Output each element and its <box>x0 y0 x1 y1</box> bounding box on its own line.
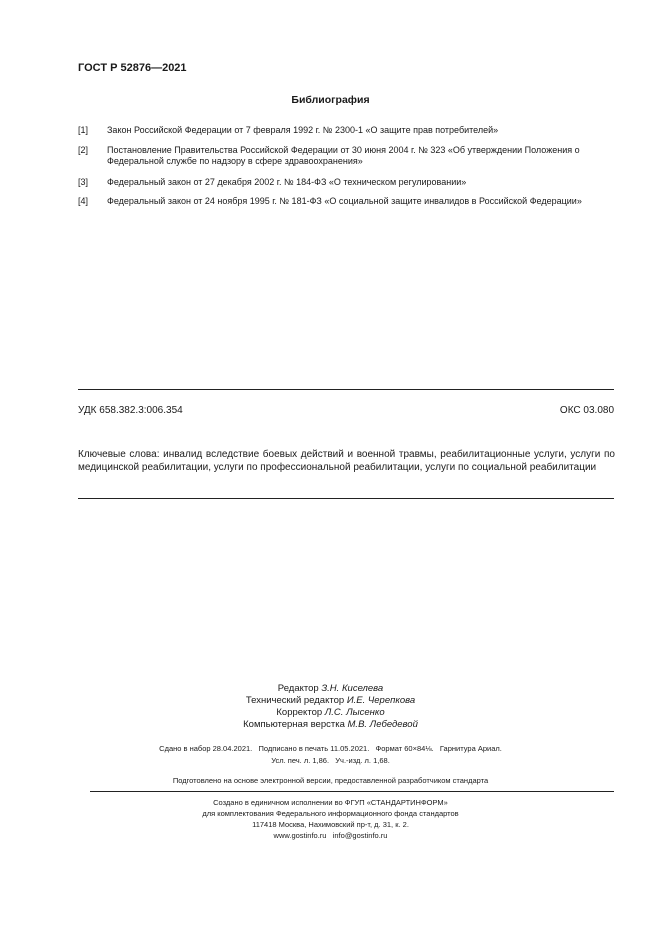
editors-block <box>0 683 661 731</box>
bibliography-item-text: Федеральный закон от 24 ноября 1995 г. № 181-ФЗ «О социальной защите инвалидов в Российской Федерации» <box>107 196 582 206</box>
footer-line: 117418 Москва, Нахимовский пр-т, д. 31, к. 2. <box>252 820 409 829</box>
divider <box>78 498 614 499</box>
bibliography-item-number: [3] <box>78 177 89 187</box>
bibliography-item-number: [1] <box>78 125 89 135</box>
bibliography-item-text: Постановление Правительства Российской Федерации от 30 июня 2004 г. № 323 «Об утверждении Положения о Федеральной службе по надзору в сфере здравоохранения» <box>107 145 580 166</box>
editor-line: Технический редактор И.Е. Черепкова <box>245 695 416 706</box>
bibliography-item <box>78 145 614 167</box>
editor-line: Корректор Л.С. Лысенко <box>276 707 385 718</box>
publisher-footer <box>0 797 661 841</box>
bibliography-item <box>78 177 614 188</box>
bibliography-item-number: [2] <box>78 145 89 155</box>
editor-line: Компьютерная верстка М.В. Лебедевой <box>243 719 418 730</box>
prepared-note: Подготовлено на основе электронной версии, предоставленной разработчиком стандарта <box>172 776 489 785</box>
divider <box>90 791 614 792</box>
bibliography-item <box>78 125 614 136</box>
bibliography-item-text: Закон Российской Федерации от 7 февраля 1992 г. № 2300-1 «О защите прав потребителей» <box>107 125 499 135</box>
divider <box>78 389 614 390</box>
udk-code: УДК 658.382.3:006.354 <box>78 405 183 416</box>
publication-info <box>0 743 661 767</box>
publication-line: Сдано в набор 28.04.2021. Подписано в печать 11.05.2021. Формат 60×84⅛. Гарнитура Ариал. <box>159 744 502 753</box>
bibliography-item-text: Федеральный закон от 27 декабря 2002 г. № 184-ФЗ «О техническом регулировании» <box>107 177 467 187</box>
publication-line: Усл. печ. л. 1,86. Уч.-изд. л. 1,68. <box>271 756 390 765</box>
bibliography-title: Библиография <box>291 94 370 106</box>
oks-code: ОКС 03.080 <box>559 405 614 416</box>
bibliography-item <box>78 196 614 218</box>
footer-line: www.gostinfo.ru info@gostinfo.ru <box>273 831 388 840</box>
bibliography-item-number: [4] <box>78 196 89 206</box>
footer-line: Создано в единичном исполнении во ФГУП «СТАНДАРТИНФОРМ» <box>213 798 448 807</box>
keywords: Ключевые слова: инвалид вследствие боевых действий и военной травмы, реабилитационные услуги, услуги по медицинской реабилитации, услуги по профессиональной реабилитации, услуги по социальной реабилитации <box>78 449 615 473</box>
standard-id: ГОСТ Р 52876—2021 <box>78 62 187 74</box>
footer-line: для комплектования Федерального информационного фонда стандартов <box>202 809 459 818</box>
editor-line: Редактор З.Н. Киселева <box>277 683 384 694</box>
